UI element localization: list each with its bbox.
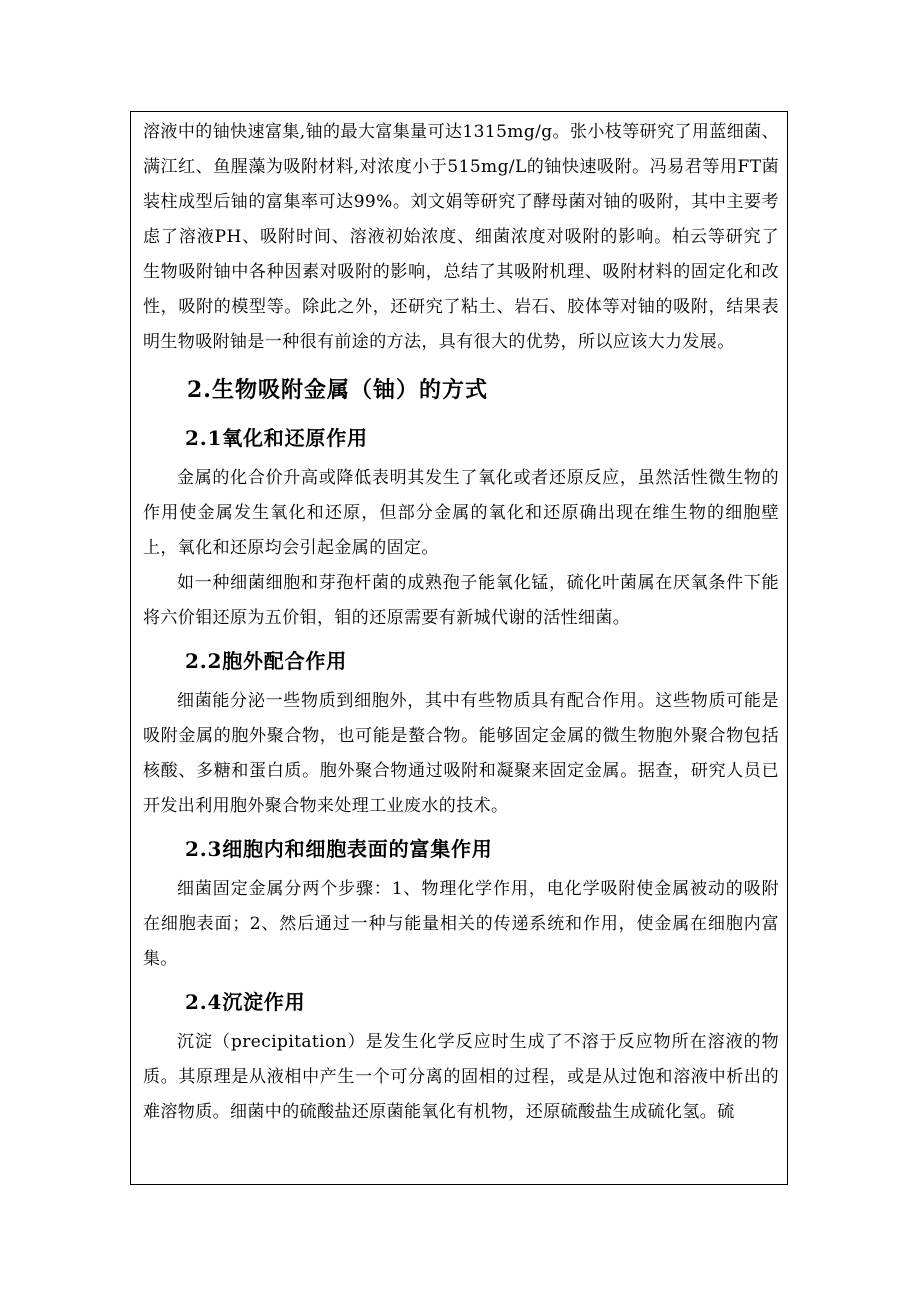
intro-paragraph: 溶液中的铀快速富集,铀的最大富集量可达1315mg/g。张小枝等研究了用蓝细菌、满江红、鱼腥藻为吸附材料,对浓度小于515mg/L的铀快速吸附。冯易君等用FT菌装柱成型后铀的富集率可达99%。刘文娟等研究了酵母菌对铀的吸附，其中主要考虑了溶液PH、吸附时间、溶液初始浓度、细菌浓度对吸附的影响。柏云等研究了生物吸附铀中各种因素对吸附的影响，总结了其吸附机理、吸附材料的固定化和改性，吸附的模型等。除此之外，还研究了粘土、岩石、胶体等对铀的吸附，结果表明生物吸附铀是一种很有前途的方法，具有很大的优势，所以应该大力发展。 — [143, 122, 779, 352]
paragraph-2-4: 沉淀（precipitation）是发生化学反应时生成了不溶于反应物所在溶液的物质。其原理是从液相中产生一个可分离的固相的过程，或是从过饱和溶液中析出的难溶物质。细菌中的硫酸盐还原菌能氧化有机物，还原硫酸盐生成硫化氢。硫 — [143, 1032, 779, 1122]
paragraph-2-1-a: 金属的化合价升高或降低表明其发生了氧化或者还原反应，虽然活性微生物的作用使金属发生氧化和还原，但部分金属的氧化和还原确出现在维生物的细胞壁上，氧化和还原均会引起金属的固定。 — [143, 468, 779, 558]
document-frame — [130, 111, 788, 1185]
section-heading-2-4: 2.4沉淀作用 — [185, 990, 306, 1014]
section-heading-2-2: 2.2胞外配合作用 — [185, 649, 347, 673]
paragraph-2-2: 细菌能分泌一些物质到细胞外，其中有些物质具有配合作用。这些物质可能是吸附金属的胞外聚合物，也可能是螯合物。能够固定金属的微生物胞外聚合物包括核酸、多糖和蛋白质。胞外聚合物通过吸附和凝聚来固定金属。据查，研究人员已开发出利用胞外聚合物来处理工业废水的技术。 — [143, 691, 779, 816]
section-title: 2.生物吸附金属（铀）的方式 — [187, 377, 488, 403]
section-heading-2-1: 2.1氧化和还原作用 — [185, 426, 368, 450]
paragraph-2-1-b: 如一种细菌细胞和芽孢杆菌的成熟孢子能氧化锰，硫化叶菌属在厌氧条件下能将六价钼还原为五价钼，钼的还原需要有新城代谢的活性细菌。 — [143, 573, 779, 628]
document-content — [143, 115, 779, 1130]
section-heading-2-3: 2.3细胞内和细胞表面的富集作用 — [185, 837, 493, 861]
paragraph-2-3: 细菌固定金属分两个步骤：1、物理化学作用，电化学吸附使金属被动的吸附在细胞表面；2、然后通过一种与能量相关的传递系统和作用，使金属在细胞内富集。 — [143, 879, 779, 969]
